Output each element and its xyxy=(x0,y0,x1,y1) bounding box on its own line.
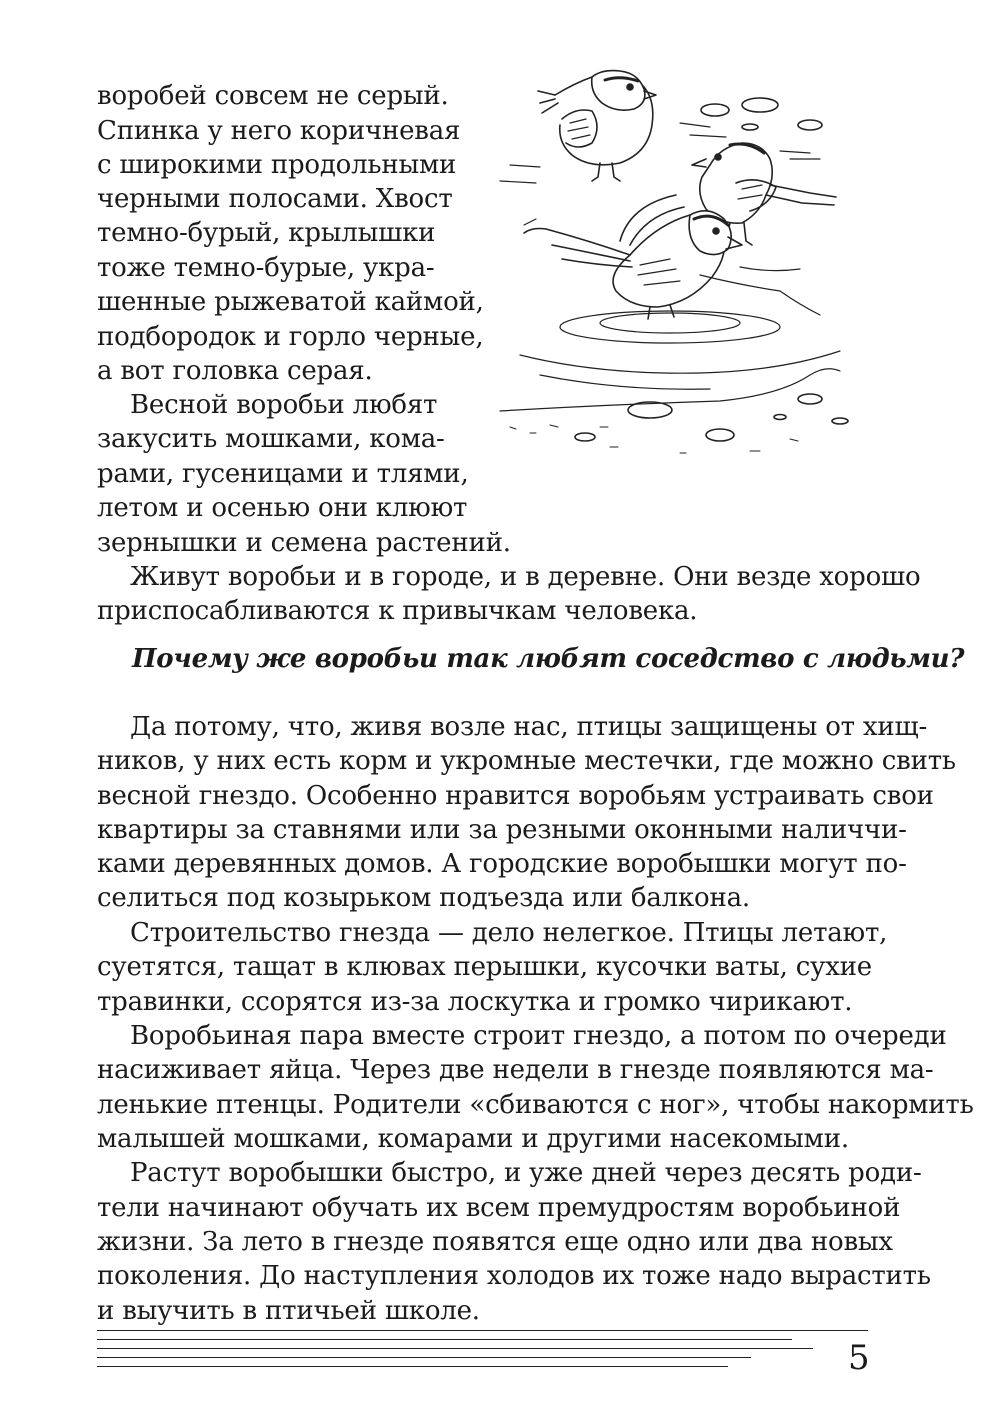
text-line: закусить мошками, кома- xyxy=(97,424,445,454)
text-line: черными полосами. Хвост xyxy=(97,184,453,214)
text-line: жизни. За лето в гнезде появятся еще одно или два новых xyxy=(97,1227,893,1257)
sparrow-top xyxy=(538,71,656,181)
text-line: суетятся, тащат в клювах перышки, кусочки ваты, сухие xyxy=(97,952,872,982)
text-line: квартиры за ставнями или за резными оконными наличчи- xyxy=(97,815,907,845)
text-line: приспосабливаются к привычкам человека. xyxy=(97,596,698,626)
text-line: насиживает яйца. Через две недели в гнезде появляются ма- xyxy=(97,1055,934,1085)
text-line: поколения. До наступления холодов их тоже надо вырастить xyxy=(97,1261,931,1291)
text-line: селиться под козырьком подъезда или балкона. xyxy=(97,883,750,913)
text-line: с широкими продольными xyxy=(97,150,457,180)
text-line: тели начинают обучать их всем премудростям воробьиной xyxy=(97,1193,901,1223)
text-line: Живут воробьи и в городе, и в деревне. Они везде хорошо xyxy=(130,562,921,592)
sparrows-illustration xyxy=(480,55,880,475)
text-line: темно-бурый, крылышки xyxy=(97,218,436,248)
text-line: травинки, ссорятся из-за лоскутка и громко чирикают. xyxy=(97,987,853,1017)
footer-rule xyxy=(97,1348,813,1349)
text-line: Воробьиная пара вместе строит гнездо, а потом по очереди xyxy=(130,1021,947,1051)
footer-rule xyxy=(97,1366,728,1367)
page-number: 5 xyxy=(848,1338,870,1378)
text-line: весной гнездо. Особенно нравится воробьям устраивать свои xyxy=(97,781,934,811)
text-line: Спинка у него коричневая xyxy=(97,116,461,146)
footer-rule xyxy=(97,1357,751,1358)
footer-rule xyxy=(97,1330,868,1331)
section-heading: Почему же воробьи так любят соседство с людьми? xyxy=(132,644,965,674)
ground-dashes xyxy=(510,425,798,453)
text-line: шенные рыжеватой каймой, xyxy=(97,287,484,317)
text-line: воробей совсем не серый. xyxy=(97,81,449,111)
text-line: ников, у них есть корм и укромные местечки, где можно свить xyxy=(97,746,956,776)
text-line: Да потому, что, живя возле нас, птицы защищены от хищ- xyxy=(130,712,928,742)
text-line: тоже темно-бурые, укра- xyxy=(97,253,435,283)
text-line: малышей мошками, комарами и другими насекомыми. xyxy=(97,1124,849,1154)
sparrow-bathing xyxy=(524,195,742,319)
text-line: зернышки и семена растений. xyxy=(97,528,511,558)
text-line: ленькие птенцы. Родители «сбиваются с ног», чтобы накормить xyxy=(97,1090,974,1120)
text-line: Весной воробьи любят xyxy=(130,390,438,420)
text-line: а вот головка серая. xyxy=(97,356,373,386)
text-line: ками деревянных домов. А городские воробышки могут по- xyxy=(97,849,907,879)
text-line: рами, гусеницами и тлями, xyxy=(97,459,469,489)
text-line: Растут воробышки быстро, и уже дней через десять роди- xyxy=(130,1158,922,1188)
footer-rule xyxy=(97,1339,792,1340)
text-line: и выучить в птичьей школе. xyxy=(97,1296,480,1326)
text-line: Строительство гнезда — дело нелегкое. Птицы летают, xyxy=(130,918,888,948)
text-line: подбородок и горло черные, xyxy=(97,322,484,352)
text-line: летом и осенью они клюют xyxy=(97,493,468,523)
